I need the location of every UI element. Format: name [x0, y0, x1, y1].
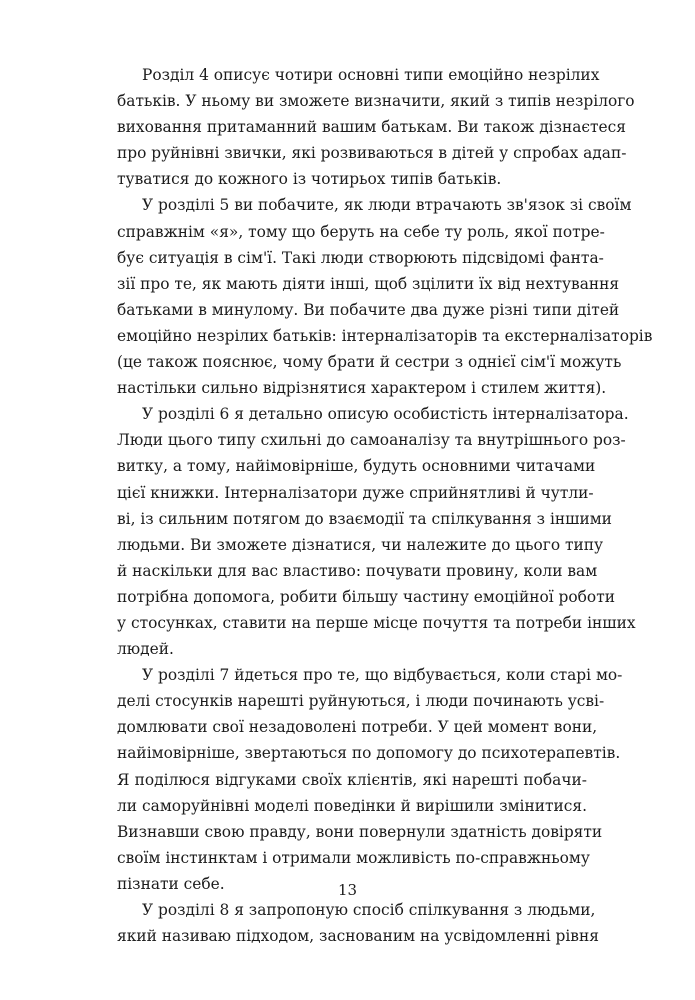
text-line: потрібна допомога, робити більшу частину емоційної роботи [117, 587, 615, 606]
text-line: людьми. Ви зможете дізнатися, чи належите до цього типу [117, 535, 604, 554]
text-line: ві, із сильним потягом до взаємодії та спілкування з іншими [117, 509, 612, 528]
text-line: настільки сильно відрізнятися характером і стилем життя). [117, 379, 607, 398]
text-line: Визнавши свою правду, вони повернули здатність довіряти [117, 822, 603, 841]
text-line: найімовірніше, звертаються по допомогу до психотерапевтів. [117, 744, 621, 763]
text-line: пізнати себе. [117, 874, 225, 893]
text-line: Розділ 4 описує чотири основні типи емоційно незрілих [142, 66, 600, 84]
text-line: про руйнівні звички, які розвиваються в дітей у спробах адап- [117, 144, 627, 163]
text-line: делі стосунків нарешті руйнуються, і люди починають усві- [117, 692, 605, 711]
text-line: У розділі 7 йдеться про те, що відбувається, коли старі мо- [142, 666, 623, 685]
text-line: бує ситуація в сім'ї. Такі люди створюють підсвідомі фанта- [117, 248, 604, 267]
text-line: й наскільки для вас властиво: почувати провину, коли вам [117, 561, 598, 580]
paragraph-chapter-8 [117, 897, 599, 949]
text-line: (це також пояснює, чому брати й сестри з однієї сім'ї можуть [117, 353, 622, 372]
paragraph-chapter-7 [117, 662, 623, 897]
text-line: своїм інстинктам і отримали можливість по-справжньому [117, 848, 590, 867]
body-text [117, 62, 653, 949]
text-line: У розділі 6 я детально описую особистість інтерналізатора. [142, 405, 629, 424]
text-line: батьків. У ньому ви зможете визначити, який з типів незрілого [117, 92, 635, 111]
text-line: домлювати свої незадоволені потреби. У цей момент вони, [117, 718, 598, 737]
text-line: У розділі 8 я запропоную спосіб спілкування з людьми, [142, 901, 596, 919]
text-line: Люди цього типу схильні до самоаналізу та внутрішнього роз- [117, 431, 626, 450]
text-line: ли саморуйнівні моделі поведінки й вирішили змінитися. [117, 796, 587, 815]
text-line: Я поділюся відгуками своїх клієнтів, які нарешті побачи- [117, 770, 587, 789]
text-line: зії про те, як мають діяти інші, щоб зцілити їх від нехтування [117, 274, 620, 293]
page-number: 13 [337, 881, 358, 899]
text-line: емоційно незрілих батьків: інтерналізаторів та екстерналізаторів [117, 326, 653, 345]
paragraph-chapter-4 [117, 62, 635, 192]
text-line: у стосунках, ставити на перше місце почуття та потреби інших [117, 613, 636, 632]
text-line: який називаю підходом, заснованим на усвідомленні рівня [117, 927, 599, 946]
text-line: батьками в минулому. Ви побачите два дуже різні типи дітей [117, 300, 620, 319]
text-line: справжнім «я», тому що беруть на себе ту роль, якої потре- [117, 222, 605, 241]
text-line: виховання притаманний вашим батькам. Ви також дізнаєтеся [117, 118, 626, 137]
paragraph-chapter-5 [117, 192, 653, 401]
paragraph-chapter-6 [117, 401, 636, 662]
text-line: цієї книжки. Інтерналізатори дуже сприйнятливі й чутли- [117, 483, 594, 502]
text-line: людей. [117, 640, 174, 659]
text-line: туватися до кожного із чотирьох типів батьків. [117, 170, 502, 189]
text-line: витку, а тому, найімовірніше, будуть основними читачами [117, 457, 596, 476]
text-line: У розділі 5 ви побачите, як люди втрачають зв'язок зі своїм [142, 196, 632, 215]
